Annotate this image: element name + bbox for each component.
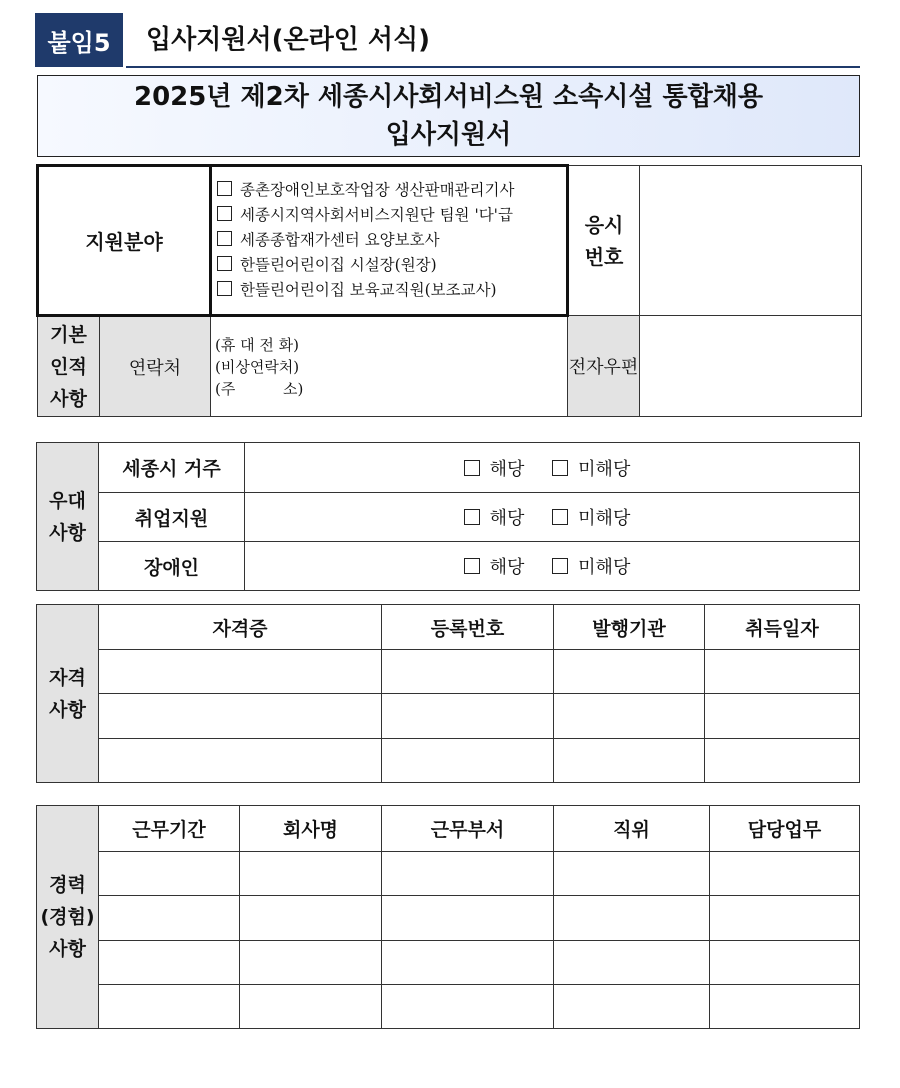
- table-cell[interactable]: [382, 941, 554, 985]
- checkbox-icon[interactable]: [552, 558, 568, 574]
- header-acquired-date: 취득일자: [705, 605, 860, 650]
- heading-underline: [126, 66, 860, 68]
- header-duties: 담당업무: [710, 806, 860, 852]
- document-title-box: [37, 75, 860, 157]
- table-cell[interactable]: [554, 896, 710, 941]
- header-issuer: 발행기관: [554, 605, 705, 650]
- table-cell[interactable]: [382, 694, 554, 739]
- field-option[interactable]: 세종종합재가센터 요양보호사: [217, 228, 566, 253]
- career-table: [36, 805, 860, 1029]
- table-cell[interactable]: [710, 896, 860, 941]
- table-cell[interactable]: [99, 896, 240, 941]
- table-cell[interactable]: [382, 896, 554, 941]
- field-label: 지원분야: [38, 166, 211, 316]
- contact-label: 연락처: [100, 316, 211, 417]
- document-title-line1: 2025년 제2차 세종시사회서비스원 소속시설 통합채용: [134, 82, 763, 112]
- qualification-label: 자격 사항: [37, 605, 99, 783]
- table-cell[interactable]: [382, 650, 554, 694]
- table-cell[interactable]: [382, 985, 554, 1029]
- document-title-line2: 입사지원서: [385, 120, 512, 150]
- qualification-table: [36, 604, 860, 783]
- checkbox-icon[interactable]: [217, 181, 232, 196]
- email-field[interactable]: [640, 316, 862, 417]
- table-cell[interactable]: [240, 896, 382, 941]
- header-department: 근무부서: [382, 806, 554, 852]
- residence-options: [245, 443, 860, 493]
- table-cell[interactable]: [99, 852, 240, 896]
- table-cell[interactable]: [554, 694, 705, 739]
- header-work-period: 근무기간: [99, 806, 240, 852]
- email-label: 전자우편: [568, 316, 640, 417]
- career-label: 경력 (경험) 사항: [37, 806, 99, 1029]
- table-cell[interactable]: [710, 985, 860, 1029]
- table-cell[interactable]: [382, 739, 554, 783]
- table-cell[interactable]: [99, 985, 240, 1029]
- checkbox-icon[interactable]: [464, 460, 480, 476]
- option-no[interactable]: 미해당: [552, 553, 630, 579]
- table-cell[interactable]: [382, 852, 554, 896]
- checkbox-icon[interactable]: [552, 460, 568, 476]
- exam-number-label: 응시 번호: [568, 166, 640, 316]
- page-heading: 입사지원서(온라인 서식): [146, 25, 430, 55]
- exam-number-field[interactable]: [640, 166, 862, 316]
- table-cell[interactable]: [240, 852, 382, 896]
- table-cell[interactable]: [240, 985, 382, 1029]
- table-cell[interactable]: [710, 852, 860, 896]
- option-yes[interactable]: 해당: [464, 504, 525, 530]
- checkbox-icon[interactable]: [552, 509, 568, 525]
- disability-options: [245, 542, 860, 591]
- table-cell[interactable]: [705, 739, 860, 783]
- residence-label: 세종시 거주: [99, 443, 245, 493]
- header-certificate: 자격증: [99, 605, 382, 650]
- field-option[interactable]: 한뜰린어린이집 시설장(원장): [217, 253, 566, 278]
- employment-support-label: 취업지원: [99, 493, 245, 542]
- option-yes[interactable]: 해당: [464, 455, 525, 481]
- field-option[interactable]: 세종시지역사회서비스지원단 팀원 '다'급: [217, 203, 566, 228]
- employment-support-options: [245, 493, 860, 542]
- field-option[interactable]: 종촌장애인보호작업장 생산판매관리기사: [217, 178, 566, 203]
- header-registration-number: 등록번호: [382, 605, 554, 650]
- checkbox-icon[interactable]: [217, 206, 232, 221]
- applicant-info-table: [36, 164, 862, 417]
- checkbox-icon[interactable]: [217, 281, 232, 296]
- disability-label: 장애인: [99, 542, 245, 591]
- checkbox-icon[interactable]: [217, 231, 232, 246]
- attachment-badge: 붙임5: [35, 13, 123, 67]
- preference-table: [36, 442, 860, 591]
- basic-info-label: 기본 인적 사항: [38, 316, 100, 417]
- contact-field[interactable]: (휴 대 전 화) (비상연락처) (주 소): [211, 316, 568, 417]
- table-cell[interactable]: [705, 694, 860, 739]
- checkbox-icon[interactable]: [464, 509, 480, 525]
- preference-label: 우대 사항: [37, 443, 99, 591]
- header-company: 회사명: [240, 806, 382, 852]
- table-cell[interactable]: [554, 941, 710, 985]
- table-cell[interactable]: [99, 650, 382, 694]
- field-option[interactable]: 한뜰린어린이집 보육교직원(보조교사): [217, 278, 566, 303]
- option-no[interactable]: 미해당: [552, 504, 630, 530]
- checkbox-icon[interactable]: [464, 558, 480, 574]
- table-cell[interactable]: [554, 985, 710, 1029]
- option-yes[interactable]: 해당: [464, 553, 525, 579]
- option-no[interactable]: 미해당: [552, 455, 630, 481]
- table-cell[interactable]: [99, 941, 240, 985]
- table-cell[interactable]: [705, 650, 860, 694]
- table-cell[interactable]: [710, 941, 860, 985]
- field-options: [211, 166, 568, 316]
- table-cell[interactable]: [554, 650, 705, 694]
- table-cell[interactable]: [240, 941, 382, 985]
- checkbox-icon[interactable]: [217, 256, 232, 271]
- table-cell[interactable]: [99, 694, 382, 739]
- table-cell[interactable]: [554, 739, 705, 783]
- header-position: 직위: [554, 806, 710, 852]
- table-cell[interactable]: [99, 739, 382, 783]
- table-cell[interactable]: [554, 852, 710, 896]
